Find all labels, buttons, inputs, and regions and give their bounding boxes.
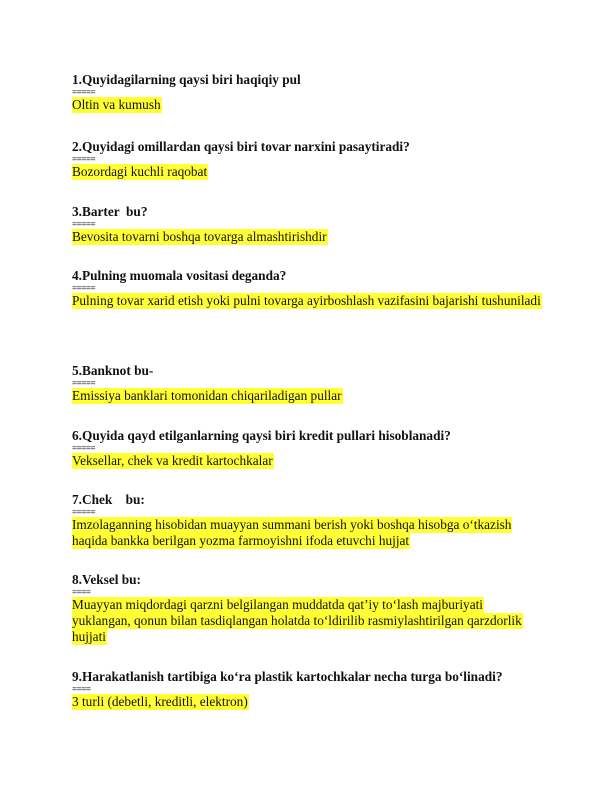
- highlighted-answer: Bozordagi kuchli raqobat: [72, 164, 208, 179]
- answer-text-container: [72, 517, 542, 549]
- question-block-3: [72, 204, 542, 245]
- highlighted-answer: Bevosita tovarni boshqa tovarga almashtirishdir: [72, 229, 327, 244]
- question-block-4: [72, 268, 542, 309]
- answer-text-container: [72, 229, 542, 245]
- answer-text-container: [72, 453, 542, 469]
- question-title: 5.Banknot bu-: [72, 363, 154, 378]
- question-title: 1.Quyidagilarning qaysi biri haqiqiy pul: [72, 72, 301, 87]
- answer-text-container: [72, 694, 542, 710]
- highlighted-answer: Pulning tovar xarid etish yoki pulni tovarga ayirboshlash vazifasini bajarishi tushuniladi: [72, 293, 541, 308]
- answer-text-container: [72, 164, 542, 180]
- question-title: 6.Quyida qayd etilganlarning qaysi biri kredit pullari hisoblanadi?: [72, 428, 451, 443]
- question-block-1: [72, 72, 542, 113]
- highlighted-answer: 3 turli (debetli, kreditli, elektron): [72, 694, 248, 709]
- question-title: 7.Chek bu:: [72, 492, 145, 507]
- highlighted-answer: Muayyan miqdordagi qarzni belgilangan muddatda qat’iy to‘lash majburiyati yuklangan, qonun bilan tasdiqlangan holatda to‘ldirilib rasmiylashtirilgan qarzdorlik hujjati: [72, 597, 522, 644]
- answer-text-container: [72, 388, 542, 404]
- question-block-9: [72, 669, 542, 710]
- answer-text-container: [72, 293, 542, 309]
- answer-separator: =====: [72, 443, 96, 453]
- highlighted-answer: Oltin va kumush: [72, 97, 161, 112]
- question-block-8: [72, 572, 542, 645]
- question-block-6: [72, 428, 542, 469]
- question-title: 2.Quyidagi omillardan qaysi biri tovar narxini pasaytiradi?: [72, 139, 410, 154]
- highlighted-answer: Emissiya banklari tomonidan chiqariladigan pullar: [72, 388, 342, 403]
- question-block-7: [72, 492, 542, 549]
- answer-separator: =====: [72, 378, 96, 388]
- question-title: 4.Pulning muomala vositasi deganda?: [72, 268, 287, 283]
- highlighted-answer: Veksellar, chek va kredit kartochkalar: [72, 453, 273, 468]
- answer-separator: =====: [72, 219, 96, 229]
- answer-text-container: [72, 97, 542, 113]
- answer-separator: ====: [72, 587, 91, 597]
- answer-separator: ====: [72, 684, 91, 694]
- question-block-2: [72, 139, 542, 180]
- answer-text-container: [72, 597, 542, 645]
- highlighted-answer: Imzolaganning hisobidan muayyan summani berish yoki boshqa hisobga o‘tkazish haqida bankka berilgan yozma farmoyishni ifoda etuvchi hujjat: [72, 517, 512, 548]
- question-title: 8.Veksel bu:: [72, 572, 141, 587]
- question-title: 3.Barter bu?: [72, 204, 148, 219]
- answer-separator: =====: [72, 283, 96, 293]
- question-title: 9.Harakatlanish tartibiga ko‘ra plastik kartochkalar necha turga bo‘linadi?: [72, 669, 503, 684]
- answer-separator: =====: [72, 154, 96, 164]
- answer-separator: =====: [72, 507, 96, 517]
- answer-separator: =====: [72, 87, 96, 97]
- question-block-5: [72, 363, 542, 404]
